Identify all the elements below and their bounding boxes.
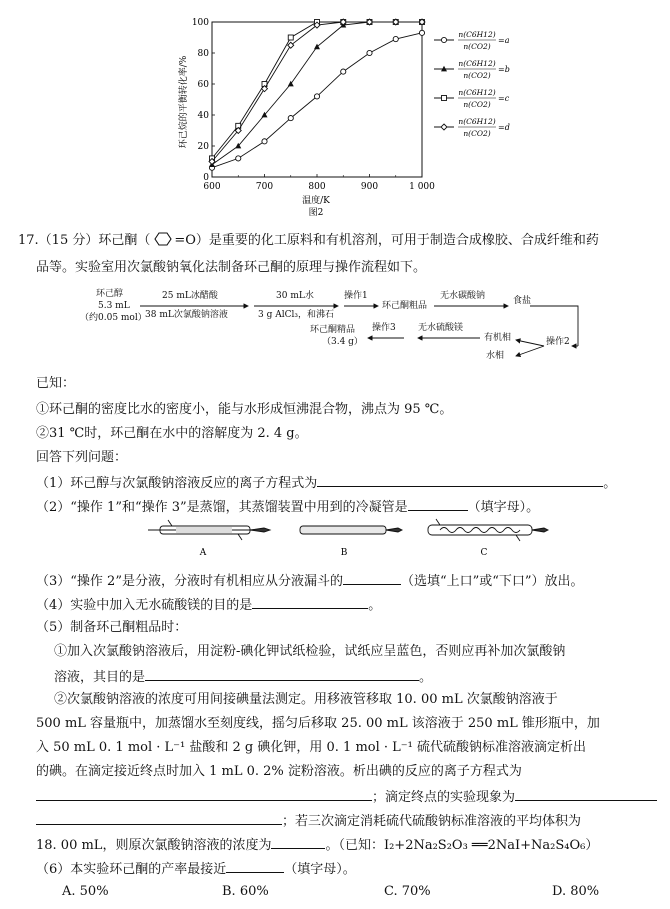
data-point-a [393, 36, 398, 41]
question-5: （5）制备环己酮粗品时： [36, 620, 188, 635]
option-b[interactable]: B. 60% [222, 884, 269, 899]
question-3 [36, 571, 584, 591]
figure-caption: 图2 [308, 208, 324, 218]
flow-organic-phase: 有机相 [484, 333, 512, 343]
legend-label-a: =a [498, 36, 510, 45]
question-5-2-text-h: 。（已知：I₂+2Na₂S₂O₃ ══2NaI+Na₂S₄O₆） [325, 838, 599, 853]
x-tick-label: 700 [255, 182, 274, 192]
question-3-text: （3）“操作 2”是分液，分液时有机相应从分液漏斗的 [36, 574, 343, 589]
answer-blank-5-2b[interactable] [515, 787, 657, 801]
legend-marker-c [442, 96, 447, 101]
flow-arrow1-top: 25 mL冰醋酸 [162, 291, 218, 301]
question-5-2-text-e: ；滴定终点的实验现象为 [372, 790, 516, 805]
x-tick-label: 600 [203, 182, 221, 192]
flow-op2: 操作2 [546, 337, 570, 347]
flow-product-mass: （3.4 g） [322, 337, 363, 347]
flow-arrow2-bottom: 3 g AlCl₃，和沸石 [258, 310, 334, 320]
question-6-suffix: （填字母）。 [284, 862, 356, 877]
y-tick-label: 80 [197, 49, 209, 59]
condenser-c-icon [428, 519, 548, 541]
flow-aqueous-phase: 水相 [486, 351, 505, 361]
flow-start-name: 环己醇 [96, 289, 124, 299]
y-tick-label: 60 [197, 80, 209, 90]
question-2 [36, 497, 539, 517]
data-point-a [236, 156, 241, 161]
data-point-a [314, 94, 319, 99]
flow-op1: 操作1 [344, 291, 368, 301]
q17-intro-part2: =O）是重要的化工原料和有机溶剂，可用于制造合成橡胶、合成纤维和药 [174, 233, 599, 248]
series-line-b [212, 22, 422, 165]
y-tick-label: 100 [191, 18, 209, 28]
legend-marker-a [441, 37, 446, 42]
option-a[interactable]: A. 50% [62, 884, 109, 899]
answer-blank-6[interactable] [226, 859, 284, 873]
answer-blank-1[interactable] [317, 473, 603, 487]
question-5-2-text-g: 18. 00 mL，则原次氯酸钠溶液的浓度为 [36, 838, 272, 853]
question-5-1-line2: 溶液，其目的是 。 [54, 667, 432, 687]
cyclohexane-ring-icon [150, 232, 174, 246]
legend-label-c: =c [498, 94, 510, 103]
answer-heading: 回答下列问题： [36, 450, 128, 465]
data-point-a [288, 116, 293, 121]
known-heading: 已知： [36, 376, 76, 391]
data-point-c [288, 35, 293, 40]
flow-arrow3-top: 无水碳酸钠 [440, 291, 486, 301]
condenser-b-label: B [340, 548, 348, 558]
flow-arrow4-top: 无水硫酸镁 [418, 323, 464, 333]
q17-intro-line1 [18, 232, 599, 250]
x-tick-label: 1 000 [409, 182, 435, 192]
data-point-a [341, 69, 346, 74]
condenser-figures [0, 515, 670, 567]
flow-salt: 食盐 [513, 296, 532, 306]
conversion-chart [0, 0, 670, 225]
question-5-2-line6 [36, 811, 581, 831]
legend-marker-d [441, 124, 447, 130]
flow-product-name: 环己酮精品 [310, 325, 356, 335]
question-3-suffix: （选填“上口”或“下口”）放出。 [400, 574, 584, 589]
answer-blank-5-2d[interactable] [271, 835, 325, 849]
condenser-a-label: A [199, 548, 207, 558]
question-5-1-line1: ①加入次氯酸钠溶液后，用淀粉-碘化钾试纸检验，试纸应呈蓝色，否则应再补加次氯酸钠 [54, 644, 566, 659]
condenser-a-icon [148, 520, 270, 540]
x-tick-label: 800 [308, 182, 326, 192]
legend-denominator: n(CO2) [463, 129, 491, 138]
answer-blank-5-2c[interactable] [36, 811, 282, 825]
y-tick-label: 40 [197, 111, 209, 121]
legend-denominator: n(CO2) [463, 42, 491, 51]
answer-blank-2[interactable] [408, 497, 468, 511]
y-axis-label: 环己烷的平衡转化率/% [179, 55, 189, 149]
series-line-d [212, 22, 422, 162]
option-d[interactable]: D. 80% [552, 884, 600, 899]
question-5-2-line3: 入 50 mL 0. 1 mol · L⁻¹ 盐酸和 2 g 碘化钾，用 0. 1 mol · L⁻¹ 硫代硫酸钠标准溶液滴定析出 [36, 740, 586, 755]
question-5-1-text: 溶液，其目的是 [54, 670, 146, 685]
question-5-2-line5 [36, 787, 657, 807]
question-6 [36, 859, 356, 879]
answer-blank-4[interactable] [252, 595, 368, 609]
legend-numerator: n(C6H12) [458, 88, 496, 97]
x-axis-label: 温度/K [302, 196, 330, 206]
flow-arrow2-top: 30 mL水 [276, 291, 314, 301]
y-tick-label: 20 [197, 142, 209, 152]
data-point-a [367, 50, 372, 55]
legend-label-b: =b [498, 65, 510, 74]
question-5-2-line1: ②次氯酸钠溶液的浓度可用间接碘量法测定。用移液管移取 10. 00 mL 次氯酸钠溶液于 [54, 692, 558, 707]
flow-arrow1-bottom: 38 mL次氯酸钠溶液 [145, 310, 228, 320]
known-item-1: ①环己酮的密度比水的密度小，能与水形成恒沸混合物，沸点为 95 ℃。 [36, 402, 453, 417]
legend-numerator: n(C6H12) [458, 117, 496, 126]
flow-start-volume: 5.3 mL [98, 301, 130, 311]
question-1-text: （1）环己醇与次氯酸钠溶液反应的离子方程式为 [36, 476, 318, 491]
question-5-2-line7 [36, 835, 598, 855]
question-2-suffix: （填字母）。 [467, 500, 540, 515]
condenser-b-icon [300, 526, 402, 534]
question-1: （1）环己醇与次氯酸钠溶液反应的离子方程式为 。 [36, 473, 616, 493]
flow-start-mol: （约0.05 mol） [80, 313, 147, 323]
q17-intro-part1: 17.（15 分）环己酮（ [18, 233, 151, 248]
data-point-b [314, 44, 320, 50]
condenser-c-label: C [480, 548, 488, 558]
known-item-2: ②31 ℃时，环己酮在水中的溶解度为 2. 4 g。 [36, 426, 308, 441]
flow-crude-product: 环己酮粗品 [382, 301, 428, 311]
question-5-2-text-f: ；若三次滴定消耗硫代硫酸钠标准溶液的平均体积为 [282, 814, 582, 829]
legend-denominator: n(CO2) [463, 71, 491, 80]
question-4: （4）实验中加入无水硫酸镁的目的是 。 [36, 595, 381, 615]
y-tick-label: 0 [203, 173, 209, 183]
question-4-text: （4）实验中加入无水硫酸镁的目的是 [36, 598, 253, 613]
question-2-text: （2）“操作 1”和“操作 3”是蒸馏，其蒸馏装置中用到的冷凝管是 [36, 500, 408, 515]
question-5-2-line4: 的碘。在滴定接近终点时加入 1 mL 0. 2% 淀粉溶液。析出碘的反应的离子方程式为 [36, 764, 522, 779]
legend-label-d: =d [498, 123, 510, 132]
q17-intro-line2: 品等。实验室用次氯酸钠氧化法制备环己酮的原理与操作流程如下。 [36, 260, 427, 275]
legend-numerator: n(C6H12) [458, 30, 496, 39]
flow-op3: 操作3 [372, 323, 396, 333]
series-line-c [212, 22, 422, 158]
answer-blank-5-2a[interactable] [36, 787, 372, 801]
flow-arrows [0, 280, 670, 365]
series-line-a [212, 33, 422, 168]
legend-denominator: n(CO2) [463, 100, 491, 109]
answer-blank-3[interactable] [343, 571, 401, 585]
x-tick-label: 900 [360, 182, 379, 192]
legend-numerator: n(C6H12) [458, 59, 496, 68]
data-point-a [419, 30, 424, 35]
data-point-a [262, 139, 267, 144]
option-c[interactable]: C. 70% [384, 884, 431, 899]
question-5-2-line2: 500 mL 容量瓶中，加蒸馏水至刻度线，摇匀后移取 25. 00 mL 该溶液于 250 mL 锥形瓶中，加 [36, 716, 600, 731]
question-6-text: （6）本实验环己酮的产率最接近 [36, 862, 227, 877]
answer-blank-5-1[interactable] [145, 667, 419, 681]
